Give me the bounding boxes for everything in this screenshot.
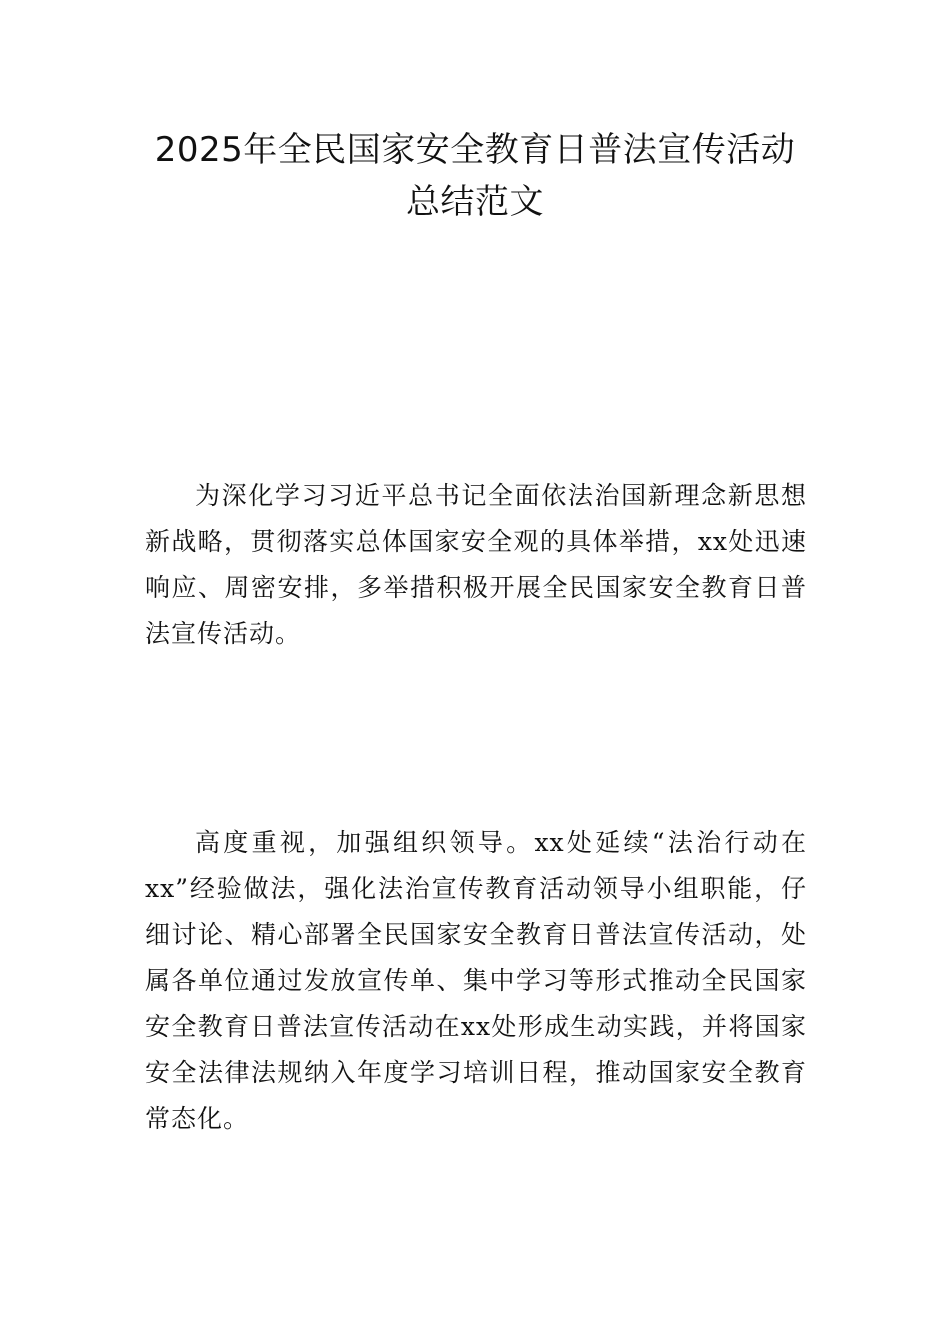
document-title-line-1: 2025年全民国家安全教育日普法宣传活动 <box>154 130 796 170</box>
document-title-line-2: 总结范文 <box>406 182 544 222</box>
body-paragraph-intro: 为深化学习习近平总书记全面依法治国新理念新思想新战略，贯彻落实总体国家安全观的具体举措，xx处迅速响应、周密安排，多举措积极开展全民国家安全教育日普法宣传活动。 <box>145 481 807 648</box>
body-paragraph-organization: 高度重视，加强组织领导。xx处延续“法治行动在xx”经验做法，强化法治宣传教育活动领导小组职能，仔细讨论、精心部署全民国家安全教育日普法宣传活动，处属各单位通过发放宣传单、集中学习等形式推动全民国家安全教育日普法宣传活动在xx处形成生动实践，并将国家安全法律法规纳入年度学习培训日程，推动国家安全教育常态化。 <box>145 828 807 1133</box>
